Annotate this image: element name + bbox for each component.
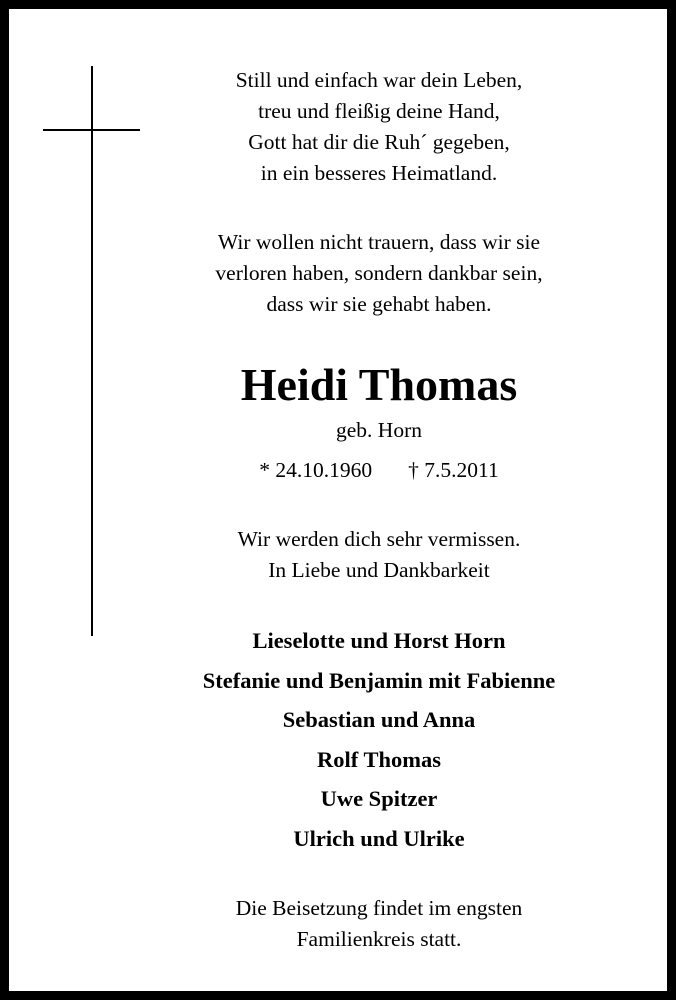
quote-block (129, 227, 629, 320)
death-date: † 7.5.2011 (408, 458, 499, 482)
quote-line: verloren haben, sondern dankbar sein, (215, 261, 543, 285)
verse-line: Still und einfach war dein Leben, (235, 68, 523, 92)
mourners-list (49, 621, 676, 858)
funeral-notice (129, 893, 629, 955)
verse-line: Gott hat dir die Ruh´ gegeben, (248, 130, 510, 154)
notice-line: Die Beisetzung findet im engsten (235, 896, 523, 920)
mourner-name: Sebastian und Anna (282, 707, 476, 732)
mourner-name: Lieselotte und Horst Horn (252, 628, 506, 653)
mourner-name: Stefanie und Benjamin mit Fabienne (202, 667, 556, 693)
closing-line: In Liebe und Dankbarkeit (268, 558, 490, 582)
verse-line: in ein besseres Heimatland. (260, 161, 498, 185)
verse-block (129, 65, 629, 189)
deceased-name: Heidi Thomas (240, 359, 518, 410)
quote-line: Wir wollen nicht trauern, dass wir sie (217, 230, 541, 254)
mourner-name: Ulrich und Ulrike (293, 825, 465, 851)
quote-line: dass wir sie gehabt haben. (266, 292, 492, 316)
closing-line: Wir werden dich sehr vermissen. (237, 527, 521, 551)
deceased-block (129, 355, 629, 485)
mourner-name: Rolf Thomas (317, 746, 441, 772)
life-dates (129, 455, 629, 485)
cross-icon-vertical-bar (91, 66, 93, 636)
closing-block (129, 524, 629, 586)
cross-icon-horizontal-bar (43, 129, 140, 131)
birth-date: * 24.10.1960 (259, 458, 373, 482)
mourner-name: Uwe Spitzer (320, 786, 438, 811)
birth-name: geb. Horn (336, 418, 422, 442)
notice-line: Familienkreis statt. (296, 927, 462, 951)
verse-line: treu und fleißig deine Hand, (258, 99, 500, 123)
